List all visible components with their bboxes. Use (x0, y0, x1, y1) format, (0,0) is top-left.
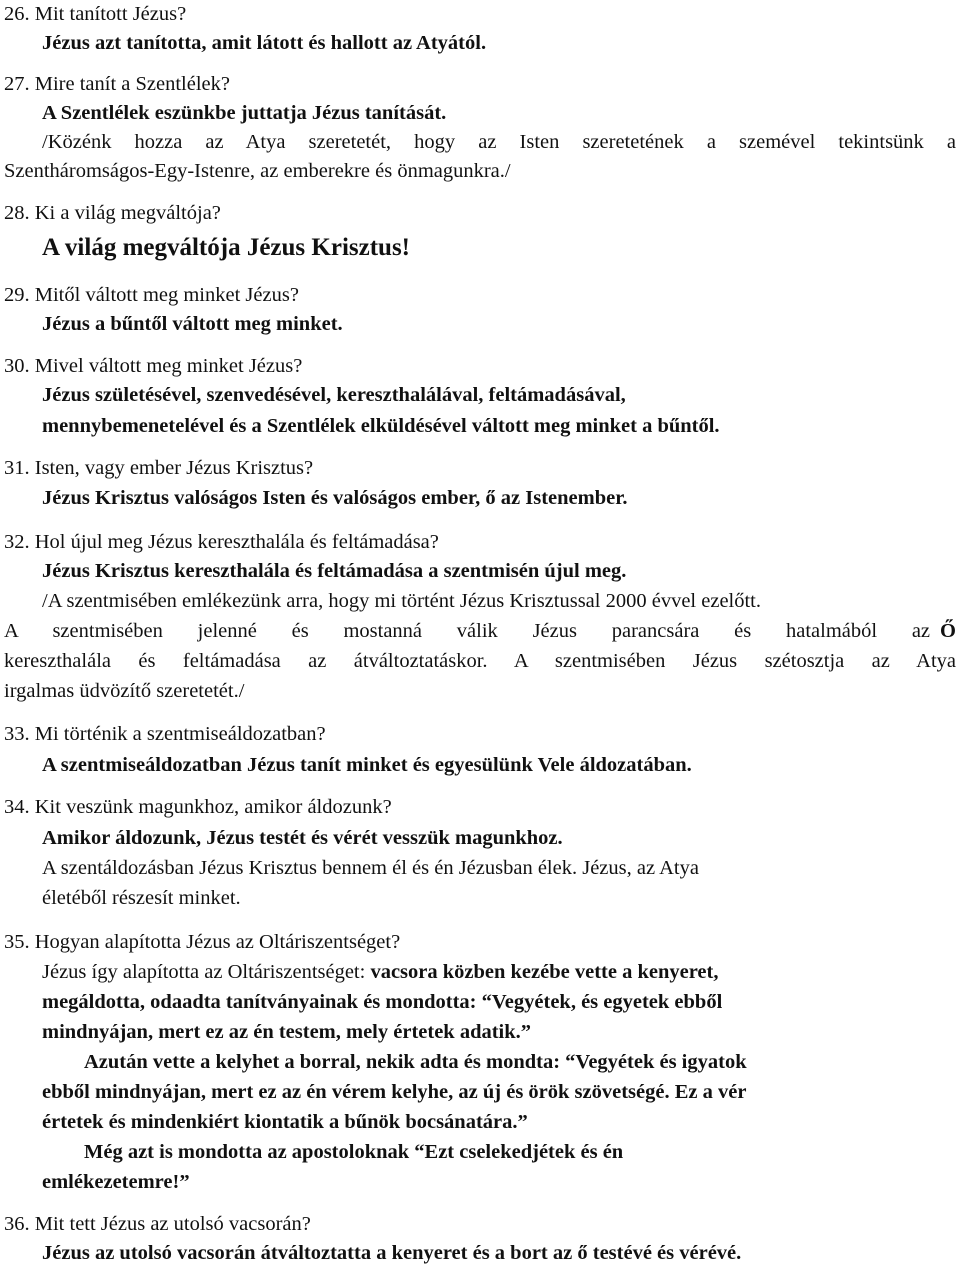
answer-35-line-8: emlékezetemre!” (42, 1171, 190, 1193)
answer-35-line-1-bold: vacsora közben kezébe vette a kenyeret, (370, 961, 719, 983)
answer-36: Jézus az utolsó vacsorán átváltoztatta a kenyeret és a bort az ő testévé és vérévé. (42, 1242, 742, 1264)
answer-35-line-5: ebből mindnyájan, mert ez az én vérem kelyhe, az új és örök szövetségé. Ez a vér (42, 1081, 747, 1103)
question-28: 28. Ki a világ megváltója? (4, 202, 221, 224)
answer-35-line-4: Azután vette a kelyhet a borral, nekik adta és mondta: “Vegyétek és igyatok (84, 1051, 747, 1073)
answer-33: A szentmiseáldozatban Jézus tanít minket és egyesülünk Vele áldozatában. (42, 754, 692, 776)
answer-35-line-1 (42, 958, 956, 987)
note-27-line-2: Szentháromságos-Egy-Istenre, az emberekre és önmagunkra./ (4, 160, 511, 182)
answer-35-line-7: Még azt is mondotta az apostoloknak “Ezt cselekedjétek és én (84, 1141, 624, 1163)
question-34: 34. Kit veszünk magunkhoz, amikor áldozunk? (4, 796, 392, 818)
question-27: 27. Mire tanít a Szentlélek? (4, 73, 230, 95)
answer-28: A világ megváltója Jézus Krisztus! (42, 234, 411, 261)
note-34-line-1: A szentáldozásban Jézus Krisztus bennem él és én Jézusban élek. Jézus, az Atya (42, 857, 699, 879)
note-32-line-4: irgalmas üdvözítő szeretetét./ (4, 680, 245, 702)
answer-35-intro: Jézus így alapította az Oltáriszentséget: (42, 961, 366, 983)
question-30: 30. Mivel váltott meg minket Jézus? (4, 355, 303, 377)
note-27-line-1: /Közénk hozza az Atya szeretetét, hogy az Isten szeretetének a szemével tekintsünk a (42, 131, 956, 153)
question-31: 31. Isten, vagy ember Jézus Krisztus? (4, 457, 314, 479)
answer-32: Jézus Krisztus kereszthalála és feltámadása a szentmisén újul meg. (42, 560, 627, 582)
question-29: 29. Mitől váltott meg minket Jézus? (4, 284, 299, 306)
answer-26: Jézus azt tanította, amit látott és hallott az Atyától. (42, 32, 487, 54)
note-32-line-3: kereszthalála és feltámadása az átváltoztatáskor. A szentmisében Jézus szétosztja az Atya (4, 650, 956, 672)
answer-35-line-3: mindnyájan, mert ez az én testem, mely értetek adatik.” (42, 1021, 532, 1043)
answer-34: Amikor áldozunk, Jézus testét és vérét vesszük magunkhoz. (42, 827, 563, 849)
note-32-line-2-text: A szentmisében jelenné és mostanná válik Jézus parancsára és hatalmából az (4, 620, 931, 642)
question-35: 35. Hogyan alapította Jézus az Oltáriszentséget? (4, 931, 401, 953)
note-34-line-2: életéből részesít minket. (42, 887, 241, 909)
question-26: 26. Mit tanított Jézus? (4, 3, 187, 25)
answer-30-line-2: mennybemenetelével és a Szentlélek elküldésével váltott meg minket a bűntől. (42, 415, 720, 437)
question-36: 36. Mit tett Jézus az utolsó vacsorán? (4, 1213, 311, 1235)
answer-27: A Szentlélek eszünkbe juttatja Jézus tanítását. (42, 102, 447, 124)
note-32-line-1: /A szentmisében emlékezünk arra, hogy mi történt Jézus Krisztussal 2000 évvel ezelőtt. (42, 590, 762, 612)
answer-30-line-1: Jézus születésével, szenvedésével, kereszthalálával, feltámadásával, (42, 384, 626, 406)
question-33: 33. Mi történik a szentmiseáldozatban? (4, 723, 326, 745)
answer-31: Jézus Krisztus valóságos Isten és valóságos ember, ő az Istenember. (42, 487, 628, 509)
answer-35-line-6: értetek és mindenkiért kiontatik a bűnök bocsánatára.” (42, 1111, 528, 1133)
note-32-emphasis: Ő (940, 620, 956, 642)
answer-35-line-2: megáldotta, odaadta tanítványainak és mondotta: “Vegyétek, és egyetek ebből (42, 991, 723, 1013)
question-32: 32. Hol újul meg Jézus kereszthalála és feltámadása? (4, 531, 439, 553)
note-32-line-2 (4, 617, 956, 646)
answer-29: Jézus a bűntől váltott meg minket. (42, 313, 343, 335)
